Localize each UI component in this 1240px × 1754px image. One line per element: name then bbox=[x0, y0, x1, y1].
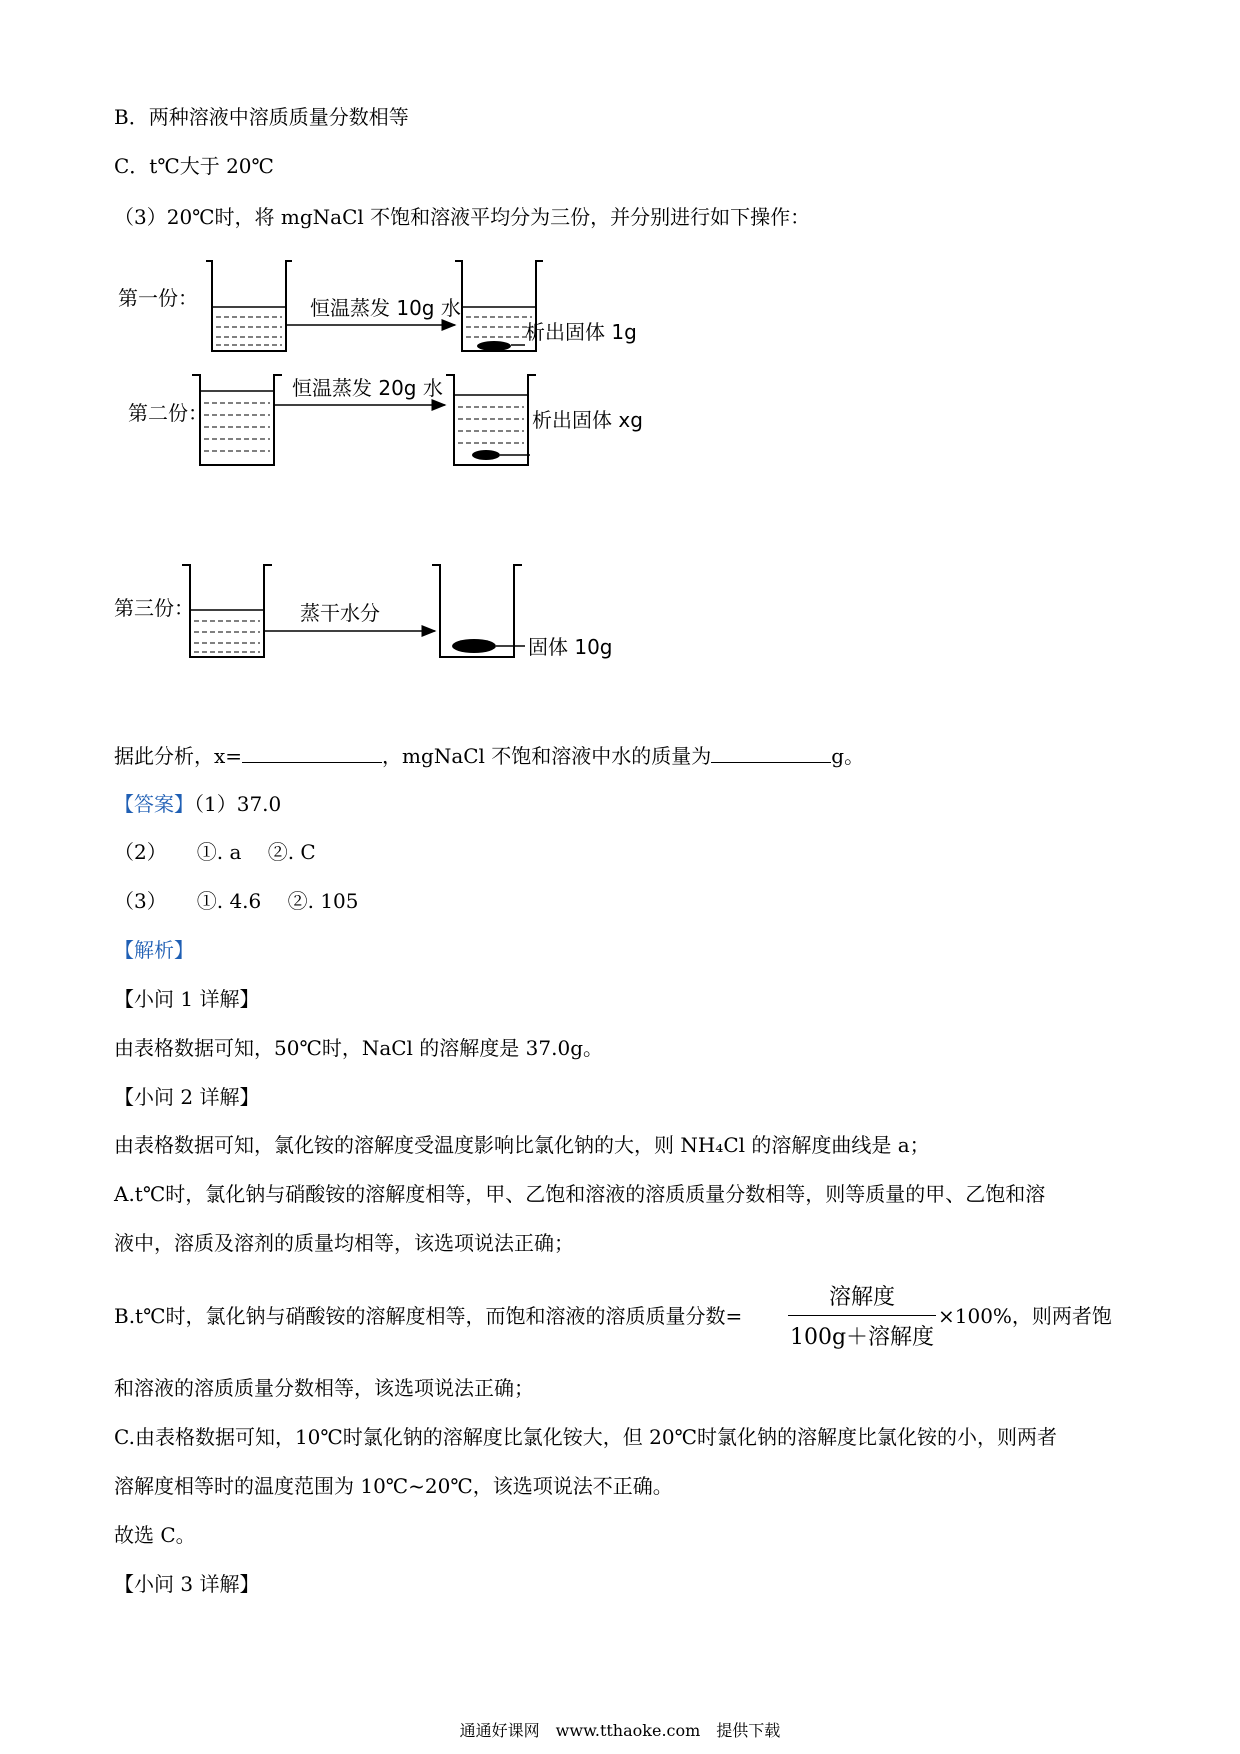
portion-3-operation: 蒸干水分 bbox=[300, 601, 380, 625]
option-b-analysis-line-2: 和溶液的溶质质量分数相等，该选项说法正确； bbox=[114, 1376, 534, 1400]
analysis-tag: 【解析】 bbox=[114, 938, 194, 962]
portion-2-result: 析出固体 xg bbox=[532, 408, 643, 432]
portion-2-label: 第二份： bbox=[128, 401, 208, 425]
precipitate-1 bbox=[477, 341, 511, 351]
option-c-analysis-line-1: C.由表格数据可知，10℃时氯化钠的溶解度比氯化铵大，但 20℃时氯化钠的溶解度比氯化铵的小，则两者 bbox=[114, 1425, 1057, 1449]
answer-line-1 bbox=[114, 790, 281, 818]
option-b: B．两种溶液中溶质质量分数相等 bbox=[114, 105, 409, 129]
solid-residue bbox=[452, 639, 496, 653]
question-text-2: ，mgNaCl 不饱和溶液中水的质量为 bbox=[382, 744, 712, 768]
answer-blank-x[interactable] bbox=[242, 742, 382, 763]
subquestion-1-text: 由表格数据可知，50℃时，NaCl 的溶解度是 37.0g。 bbox=[114, 1036, 603, 1060]
conclusion: 故选 C。 bbox=[114, 1523, 196, 1547]
option-b-analysis-line-1: B.t℃时，氯化钠与硝酸铵的溶解度相等，而饱和溶液的溶质质量分数= bbox=[114, 1304, 743, 1328]
portion-3-result: 固体 10g bbox=[528, 635, 613, 659]
beaker-3-start bbox=[182, 565, 272, 657]
mass-fraction-formula bbox=[788, 1280, 936, 1351]
portion-3-label: 第三份： bbox=[114, 596, 194, 620]
portion-1-label: 第一份： bbox=[118, 286, 198, 310]
option-c-analysis-line-2: 溶解度相等时的温度范围为 10℃~20℃，该选项说法不正确。 bbox=[114, 1474, 673, 1498]
question-text-3: g。 bbox=[831, 744, 865, 768]
question-text-1: 据此分析，x= bbox=[114, 744, 243, 768]
beaker-3-end bbox=[432, 565, 525, 657]
formula-numerator: 溶解度 bbox=[788, 1280, 936, 1316]
q3-question bbox=[114, 742, 864, 770]
portion-2-operation: 恒温蒸发 20g 水 bbox=[292, 376, 443, 400]
page-footer: 通通好课网 www.tthaoke.com 提供下载 bbox=[459, 1721, 781, 1740]
subquestion-2-para-1: 由表格数据可知，氯化铵的溶解度受温度影响比氯化钠的大，则 NH₄Cl 的溶解度曲线是 a； bbox=[114, 1133, 930, 1157]
portion-1-operation: 恒温蒸发 10g 水 bbox=[310, 296, 461, 320]
portion-1-result: 析出固体 1g bbox=[525, 320, 637, 344]
subquestion-3-title: 【小问 3 详解】 bbox=[114, 1572, 260, 1596]
option-a-analysis-line-2: 液中，溶质及溶剂的质量均相等，该选项说法正确； bbox=[114, 1231, 574, 1255]
answer-line-2: （2） ①. a ②. C bbox=[114, 840, 316, 864]
beaker-2-end bbox=[446, 375, 536, 465]
formula-denominator: 100g＋溶解度 bbox=[789, 1325, 935, 1350]
experiment-diagram bbox=[100, 255, 740, 675]
beaker-1-start bbox=[206, 261, 292, 351]
precipitate-2 bbox=[472, 450, 500, 460]
answer-line-3: （3） ①. 4.6 ②. 105 bbox=[114, 889, 359, 913]
option-a-analysis-line-1: A.t℃时，氯化钠与硝酸铵的溶解度相等，甲、乙饱和溶液的溶质质量分数相等，则等质量的甲、乙饱和溶 bbox=[114, 1182, 1046, 1206]
portion-3 bbox=[114, 565, 613, 659]
portion-1 bbox=[118, 261, 637, 351]
option-c: C．t℃大于 20℃ bbox=[114, 154, 274, 178]
subquestion-2-title: 【小问 2 详解】 bbox=[114, 1085, 260, 1109]
q3-intro: （3）20℃时，将 mgNaCl 不饱和溶液平均分为三份，并分别进行如下操作： bbox=[114, 205, 811, 229]
portion-2 bbox=[128, 375, 643, 465]
answer-tag: 【答案】 bbox=[114, 792, 194, 816]
answer-1: （1）37.0 bbox=[194, 792, 282, 816]
answer-blank-water[interactable] bbox=[711, 742, 831, 763]
subquestion-1-title: 【小问 1 详解】 bbox=[114, 987, 260, 1011]
option-b-analysis-tail: ×100%，则两者饱 bbox=[938, 1304, 1112, 1328]
